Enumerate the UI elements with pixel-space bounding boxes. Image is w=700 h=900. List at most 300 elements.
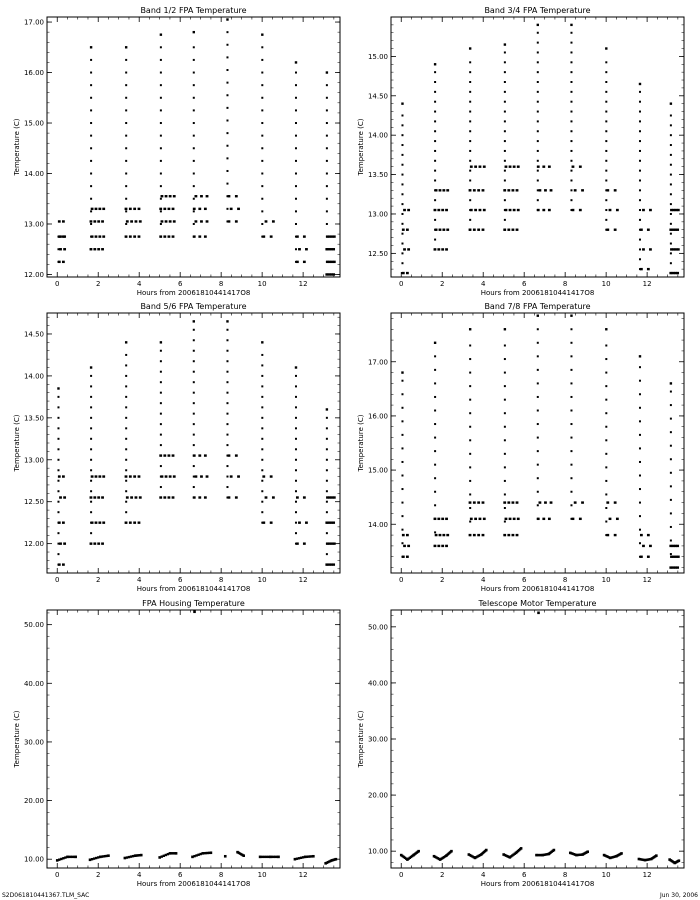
data-point: [160, 147, 162, 149]
data-point: [570, 24, 572, 26]
data-point: [574, 853, 576, 855]
data-point: [469, 160, 471, 162]
data-point: [539, 189, 542, 191]
data-point: [605, 199, 607, 201]
y-axis-label: Temperature (C): [357, 414, 365, 472]
data-point: [469, 507, 471, 509]
data-point: [469, 399, 471, 401]
data-point: [295, 72, 297, 74]
data-point: [537, 423, 539, 425]
data-point: [168, 454, 171, 456]
data-point: [139, 854, 141, 856]
data-point: [469, 534, 471, 536]
data-point: [670, 540, 672, 542]
x-tick-label: 4: [136, 280, 142, 288]
data-point: [570, 120, 572, 122]
data-point: [62, 220, 65, 222]
data-point: [195, 475, 198, 477]
data-point: [193, 173, 195, 175]
data-point: [405, 857, 407, 859]
data-point: [401, 174, 403, 176]
data-point: [138, 521, 141, 523]
data-point: [504, 51, 506, 53]
data-point: [193, 109, 195, 111]
x-tick-label: 0: [55, 280, 60, 288]
data-point: [90, 109, 92, 111]
data-point: [62, 475, 65, 477]
data-point: [93, 857, 95, 859]
data-point: [295, 532, 297, 534]
data-point: [474, 209, 477, 211]
data-point: [165, 220, 168, 222]
data-point: [639, 239, 641, 241]
data-point: [261, 856, 263, 858]
data-point: [401, 434, 403, 436]
data-point: [159, 208, 162, 210]
data-point: [403, 545, 406, 547]
x-tick-label: 6: [177, 576, 183, 584]
data-point: [326, 261, 328, 263]
data-point: [639, 488, 641, 490]
data-point: [193, 339, 195, 341]
y-tick-label: 30.00: [23, 738, 44, 747]
data-point: [670, 203, 672, 205]
data-point: [504, 219, 506, 221]
data-point: [504, 358, 506, 360]
data-point: [195, 220, 198, 222]
data-point: [226, 195, 228, 197]
data-point: [160, 371, 162, 373]
data-point: [504, 426, 506, 428]
data-point: [172, 454, 175, 456]
data-point: [537, 464, 539, 466]
data-point: [276, 856, 278, 858]
data-point: [482, 229, 485, 231]
data-point: [193, 434, 195, 436]
data-point: [570, 315, 572, 317]
data-point: [160, 413, 162, 415]
data-point: [677, 248, 680, 250]
x-tick-label: 2: [95, 576, 101, 584]
data-point: [326, 97, 328, 99]
data-point: [434, 410, 436, 412]
data-point: [303, 261, 306, 263]
data-point: [544, 501, 547, 503]
data-point: [125, 501, 127, 503]
data-point: [539, 501, 542, 503]
data-point: [295, 385, 297, 387]
data-point: [544, 189, 547, 191]
data-point: [226, 486, 228, 488]
data-point: [135, 220, 138, 222]
x-tick-label: 2: [95, 280, 101, 288]
data-point: [160, 185, 162, 187]
data-point: [63, 496, 66, 498]
data-point: [95, 521, 98, 523]
data-point: [639, 434, 641, 436]
data-point: [193, 371, 195, 373]
data-point: [90, 438, 92, 440]
y-axis-label: Temperature (C): [13, 710, 21, 768]
data-point: [570, 150, 572, 152]
data-point: [570, 437, 572, 439]
data-point: [670, 445, 672, 447]
data-point: [639, 556, 641, 558]
data-point: [504, 160, 506, 162]
data-point: [639, 170, 641, 172]
data-point: [469, 493, 471, 495]
data-point: [507, 229, 510, 231]
data-point: [59, 248, 62, 250]
data-point: [329, 860, 331, 862]
data-point: [261, 417, 263, 419]
data-point: [295, 396, 297, 398]
data-point: [504, 507, 506, 509]
data-point: [504, 170, 506, 172]
data-point: [90, 459, 92, 461]
data-point: [469, 328, 471, 330]
data-point: [605, 466, 607, 468]
data-point: [129, 208, 132, 210]
data-point: [333, 261, 336, 263]
data-point: [570, 160, 572, 162]
data-point: [326, 273, 328, 275]
data-point: [63, 248, 66, 250]
y-tick-label: 14.00: [23, 372, 44, 381]
data-point: [469, 209, 471, 211]
data-point: [537, 165, 540, 167]
data-point: [401, 420, 403, 422]
data-point: [160, 160, 162, 162]
data-point: [504, 439, 506, 441]
data-point: [303, 496, 306, 498]
data-point: [504, 493, 506, 495]
data-point: [570, 51, 572, 53]
data-point: [504, 209, 506, 211]
data-point: [261, 480, 263, 482]
data-point: [226, 31, 228, 33]
data-point: [570, 130, 572, 132]
data-point: [135, 496, 138, 498]
data-point: [470, 165, 473, 167]
data-point: [90, 417, 92, 419]
data-point: [98, 208, 101, 210]
data-point: [298, 248, 301, 250]
data-point: [570, 140, 572, 142]
data-point: [90, 220, 93, 222]
x-tick-label: 2: [439, 280, 445, 288]
data-point: [639, 268, 641, 270]
data-point: [295, 427, 297, 429]
data-point: [570, 101, 572, 103]
data-point: [90, 366, 92, 368]
data-point: [479, 518, 482, 520]
data-point: [60, 858, 62, 860]
data-point: [570, 423, 572, 425]
data-point: [193, 223, 195, 225]
y-tick-label: 20.00: [23, 797, 44, 806]
data-point: [160, 135, 162, 137]
data-point: [639, 248, 641, 250]
x-axis-label: Hours from 20061810441417O8: [136, 289, 251, 297]
data-point: [160, 455, 162, 457]
data-point: [505, 165, 508, 167]
data-point: [224, 855, 227, 858]
data-point: [442, 229, 445, 231]
data-point: [57, 532, 59, 534]
data-point: [504, 328, 506, 330]
data-point: [401, 164, 403, 166]
data-point: [434, 342, 436, 344]
data-point: [434, 140, 436, 142]
data-point: [125, 84, 127, 86]
data-point: [570, 369, 572, 371]
data-point: [605, 160, 607, 162]
data-point: [437, 518, 440, 520]
data-point: [226, 350, 228, 352]
data-point: [91, 858, 93, 860]
data-point: [512, 189, 515, 191]
data-point: [206, 220, 209, 222]
data-point: [90, 173, 92, 175]
data-point: [639, 380, 641, 382]
data-point: [193, 236, 195, 238]
data-point: [270, 475, 273, 477]
data-point: [670, 174, 672, 176]
data-point: [605, 150, 607, 152]
data-point: [125, 59, 127, 61]
data-point: [57, 261, 59, 263]
data-point: [579, 209, 582, 211]
data-point: [670, 485, 672, 487]
data-point: [439, 189, 442, 191]
data-point: [639, 366, 641, 368]
data-point: [537, 61, 539, 63]
x-tick-label: 10: [601, 871, 611, 879]
data-point: [263, 856, 265, 858]
data-point: [138, 208, 141, 210]
data-point: [160, 210, 162, 212]
data-point: [504, 81, 506, 83]
data-point: [505, 518, 508, 520]
data-point: [90, 480, 92, 482]
data-point: [401, 183, 403, 185]
x-tick-label: 12: [642, 871, 652, 879]
data-point: [95, 857, 97, 859]
data-point: [516, 189, 519, 191]
data-point: [57, 522, 59, 524]
data-point: [537, 32, 539, 34]
data-point: [670, 193, 672, 195]
data-point: [401, 488, 403, 490]
data-point: [193, 476, 195, 478]
x-axis-label: Hours from 20061810441417O8: [480, 289, 595, 297]
data-point: [537, 71, 539, 73]
data-point: [676, 566, 679, 568]
data-point: [401, 475, 403, 477]
data-point: [639, 120, 641, 122]
data-point: [295, 248, 297, 250]
data-point: [546, 853, 548, 855]
data-point: [193, 147, 195, 149]
data-point: [125, 459, 127, 461]
data-point: [160, 198, 162, 200]
data-point: [434, 209, 436, 211]
x-tick-label: 12: [642, 280, 652, 288]
data-point: [469, 150, 471, 152]
data-point: [101, 542, 104, 544]
data-point: [479, 209, 482, 211]
data-point: [101, 248, 104, 250]
data-point: [446, 534, 449, 536]
data-point: [670, 472, 672, 474]
x-tick-label: 6: [177, 871, 183, 879]
data-point: [401, 102, 403, 104]
data-point: [125, 236, 127, 238]
data-point: [639, 515, 641, 517]
data-point: [446, 189, 449, 191]
data-point: [537, 189, 539, 191]
data-point: [639, 101, 641, 103]
data-point: [98, 475, 101, 477]
data-point: [295, 490, 297, 492]
data-point: [272, 496, 275, 498]
data-point: [616, 518, 619, 520]
data-point: [98, 235, 101, 237]
data-point: [605, 328, 607, 330]
data-point: [504, 150, 506, 152]
data-point: [406, 229, 409, 231]
data-point: [445, 248, 448, 250]
data-point: [639, 219, 641, 221]
data-point: [125, 72, 127, 74]
data-point: [138, 475, 141, 477]
data-point: [401, 393, 403, 395]
data-point: [298, 521, 301, 523]
data-point: [261, 511, 263, 513]
data-point: [168, 496, 171, 498]
data-point: [670, 243, 672, 245]
data-point: [160, 402, 162, 404]
data-point: [139, 220, 142, 222]
outlier-point: [537, 612, 540, 615]
data-point: [226, 119, 228, 121]
data-point: [197, 854, 199, 856]
y-tick-label: 20.00: [367, 791, 388, 800]
data-point: [261, 522, 263, 524]
data-point: [639, 542, 641, 544]
data-point: [537, 369, 539, 371]
data-point: [616, 209, 619, 211]
data-point: [261, 97, 263, 99]
data-point: [261, 438, 263, 440]
data-point: [639, 189, 641, 191]
data-point: [93, 542, 96, 544]
data-point: [90, 72, 92, 74]
data-point: [326, 135, 328, 137]
data-point: [90, 46, 92, 48]
data-point: [295, 448, 297, 450]
data-point: [57, 459, 59, 461]
data-point: [434, 111, 436, 113]
data-point: [101, 496, 104, 498]
data-point: [401, 154, 403, 156]
data-point: [570, 111, 572, 113]
data-point: [195, 854, 197, 856]
data-point: [503, 501, 506, 503]
data-point: [101, 220, 104, 222]
data-point: [204, 208, 207, 210]
data-point: [639, 150, 641, 152]
data-point: [670, 512, 672, 514]
data-point: [302, 856, 304, 858]
data-point: [570, 61, 572, 63]
data-point: [504, 120, 506, 122]
data-point: [401, 243, 403, 245]
data-point: [126, 496, 129, 498]
data-point: [326, 122, 328, 124]
data-point: [326, 469, 328, 471]
data-point: [401, 144, 403, 146]
data-point: [128, 856, 130, 858]
data-point: [161, 855, 163, 857]
data-point: [125, 522, 127, 524]
data-point: [261, 173, 263, 175]
data-point: [570, 328, 572, 330]
data-point: [295, 366, 297, 368]
data-point: [570, 464, 572, 466]
data-point: [605, 345, 607, 347]
data-point: [163, 496, 166, 498]
data-point: [295, 173, 297, 175]
data-point: [434, 160, 436, 162]
x-tick-label: 10: [601, 576, 611, 584]
data-point: [537, 51, 539, 53]
data-point: [125, 475, 128, 477]
data-point: [326, 480, 328, 482]
data-point: [125, 147, 127, 149]
y-tick-label: 14.00: [367, 520, 388, 529]
data-point: [605, 81, 607, 83]
data-point: [442, 534, 445, 536]
outlier-point: [193, 610, 196, 613]
data-point: [90, 496, 93, 498]
data-point: [504, 412, 506, 414]
data-point: [654, 855, 656, 857]
data-point: [605, 372, 607, 374]
data-point: [261, 135, 263, 137]
x-tick-label: 12: [298, 576, 308, 584]
data-point: [537, 504, 539, 506]
data-point: [507, 501, 510, 503]
data-point: [163, 454, 166, 456]
data-point: [57, 501, 59, 503]
data-point: [477, 501, 480, 503]
data-point: [295, 406, 297, 408]
data-point: [235, 496, 238, 498]
data-point: [58, 220, 61, 222]
data-point: [434, 170, 436, 172]
data-point: [193, 320, 195, 322]
data-point: [59, 235, 62, 237]
data-point: [58, 475, 61, 477]
data-point: [98, 521, 101, 523]
data-point: [605, 71, 607, 73]
data-point: [261, 33, 263, 35]
data-point: [469, 412, 471, 414]
data-point: [676, 545, 679, 547]
data-point: [206, 475, 209, 477]
